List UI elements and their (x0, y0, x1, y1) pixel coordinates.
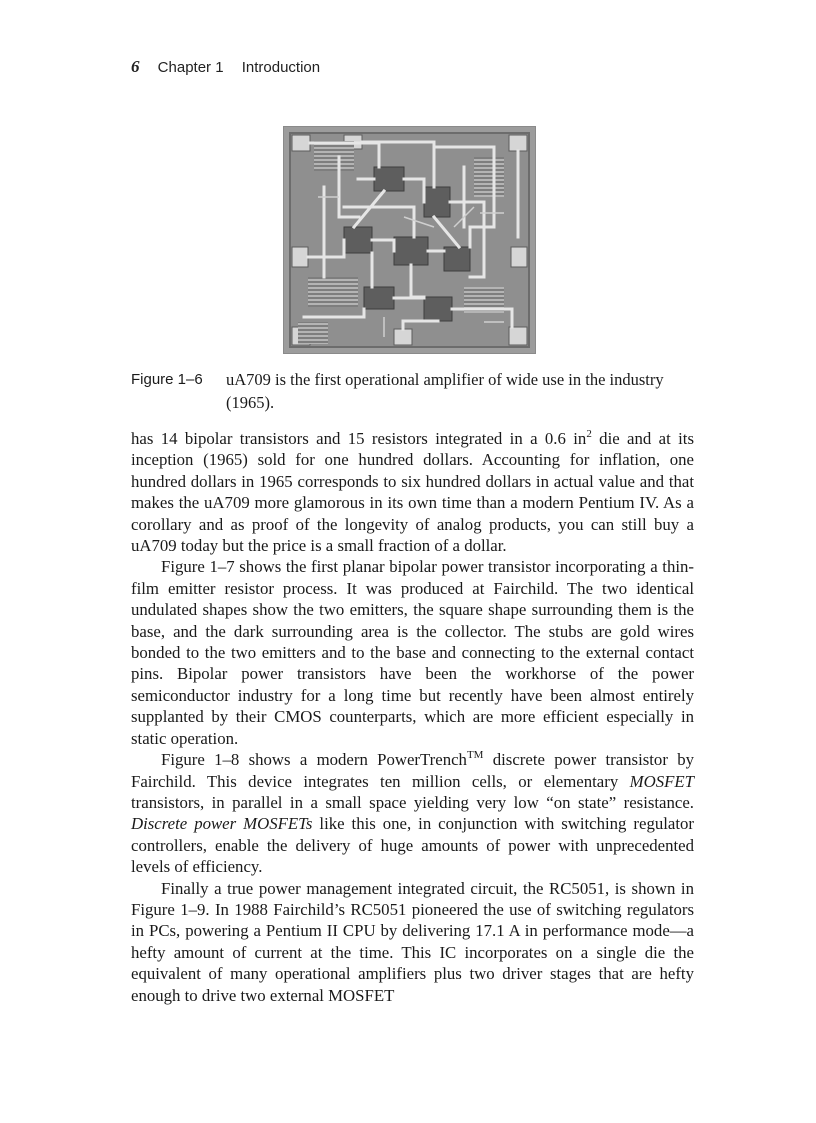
running-head (131, 57, 320, 77)
figure-caption-text: uA709 is the first operational amplifier of wide use in the industry (1965). (226, 370, 664, 412)
page-number: 6 (131, 57, 140, 76)
die-micrograph (284, 127, 535, 353)
section-title: Introduction (241, 59, 321, 76)
p3-text-a: Figure 1–8 shows a modern PowerTrench (161, 750, 467, 770)
chapter-label: Chapter 1 (157, 59, 224, 76)
p3-trademark: TM (466, 749, 484, 762)
p3-emphasis-discrete: Discrete power MOSFETs (131, 814, 313, 834)
figure-uA709-die-photo (283, 126, 536, 354)
figure-label: Figure 1–6 (131, 371, 203, 388)
p3-text-d: like this one, in conjunction with switching regulator controllers, enable the delivery of huge amounts of power with unprecedented levels of efficiency. (131, 814, 694, 877)
p3-emphasis-mosfet: MOSFET (629, 771, 694, 791)
paragraph-1 (131, 428, 694, 556)
paragraph-4: Finally a true power management integrated circuit, the RC5051, is shown in Figure 1–9. In 1988 Fairchild’s RC5051 pioneered the use of switching regulators in PCs, powering a Pentium II CPU by delivering 17.1 A in performance mode—a hefty amount of current at the time. This IC incorporates on a single die the equivalent of many operational amplifiers plus two driver stages that are hefty enough to drive two external MOSFET (131, 878, 694, 1005)
p3-text-c: transistors, in parallel in a small space yielding very low “on state” resistance. (131, 792, 694, 812)
p1-text-a: has 14 bipolar transistors and 15 resistors integrated in a 0.6 in (131, 429, 587, 448)
paragraph-3 (131, 749, 694, 877)
body-text (131, 428, 694, 1006)
paragraph-2: Figure 1–7 shows the first planar bipolar power transistor incorporating a thin-film emitter resistor process. It was produced at Fairchild. The two identical undulated shapes show the two emitters, the square shape surrounding them is the base, and the dark surrounding area is the collector. The stubs are gold wires bonded to the two emitters and to the base and connecting to the external contact pins. Bipolar power transistors have been the workhorse of the power semiconductor industry for a long time but recently have been almost entirely supplanted by their CMOS counterparts, which are more efficient especially in static operation. (131, 557, 694, 748)
p3-text-b: discrete power transistor by Fairchild. This device integrates ten million cells, or elementary (131, 750, 694, 791)
p1-text-b: die and at its inception (1965) sold for one hundred dollars. Accounting for inflation, one hundred dollars in 1965 corresponds to six hundred dollars in actual value and that makes the uA709 more glamorous in its own time than a modern Pentium IV. As a corollary and as proof of the longevity of analog products, you can still buy a uA709 today but the price is a small fraction of a dollar. (131, 429, 694, 556)
p1-superscript: 2 (586, 428, 592, 440)
